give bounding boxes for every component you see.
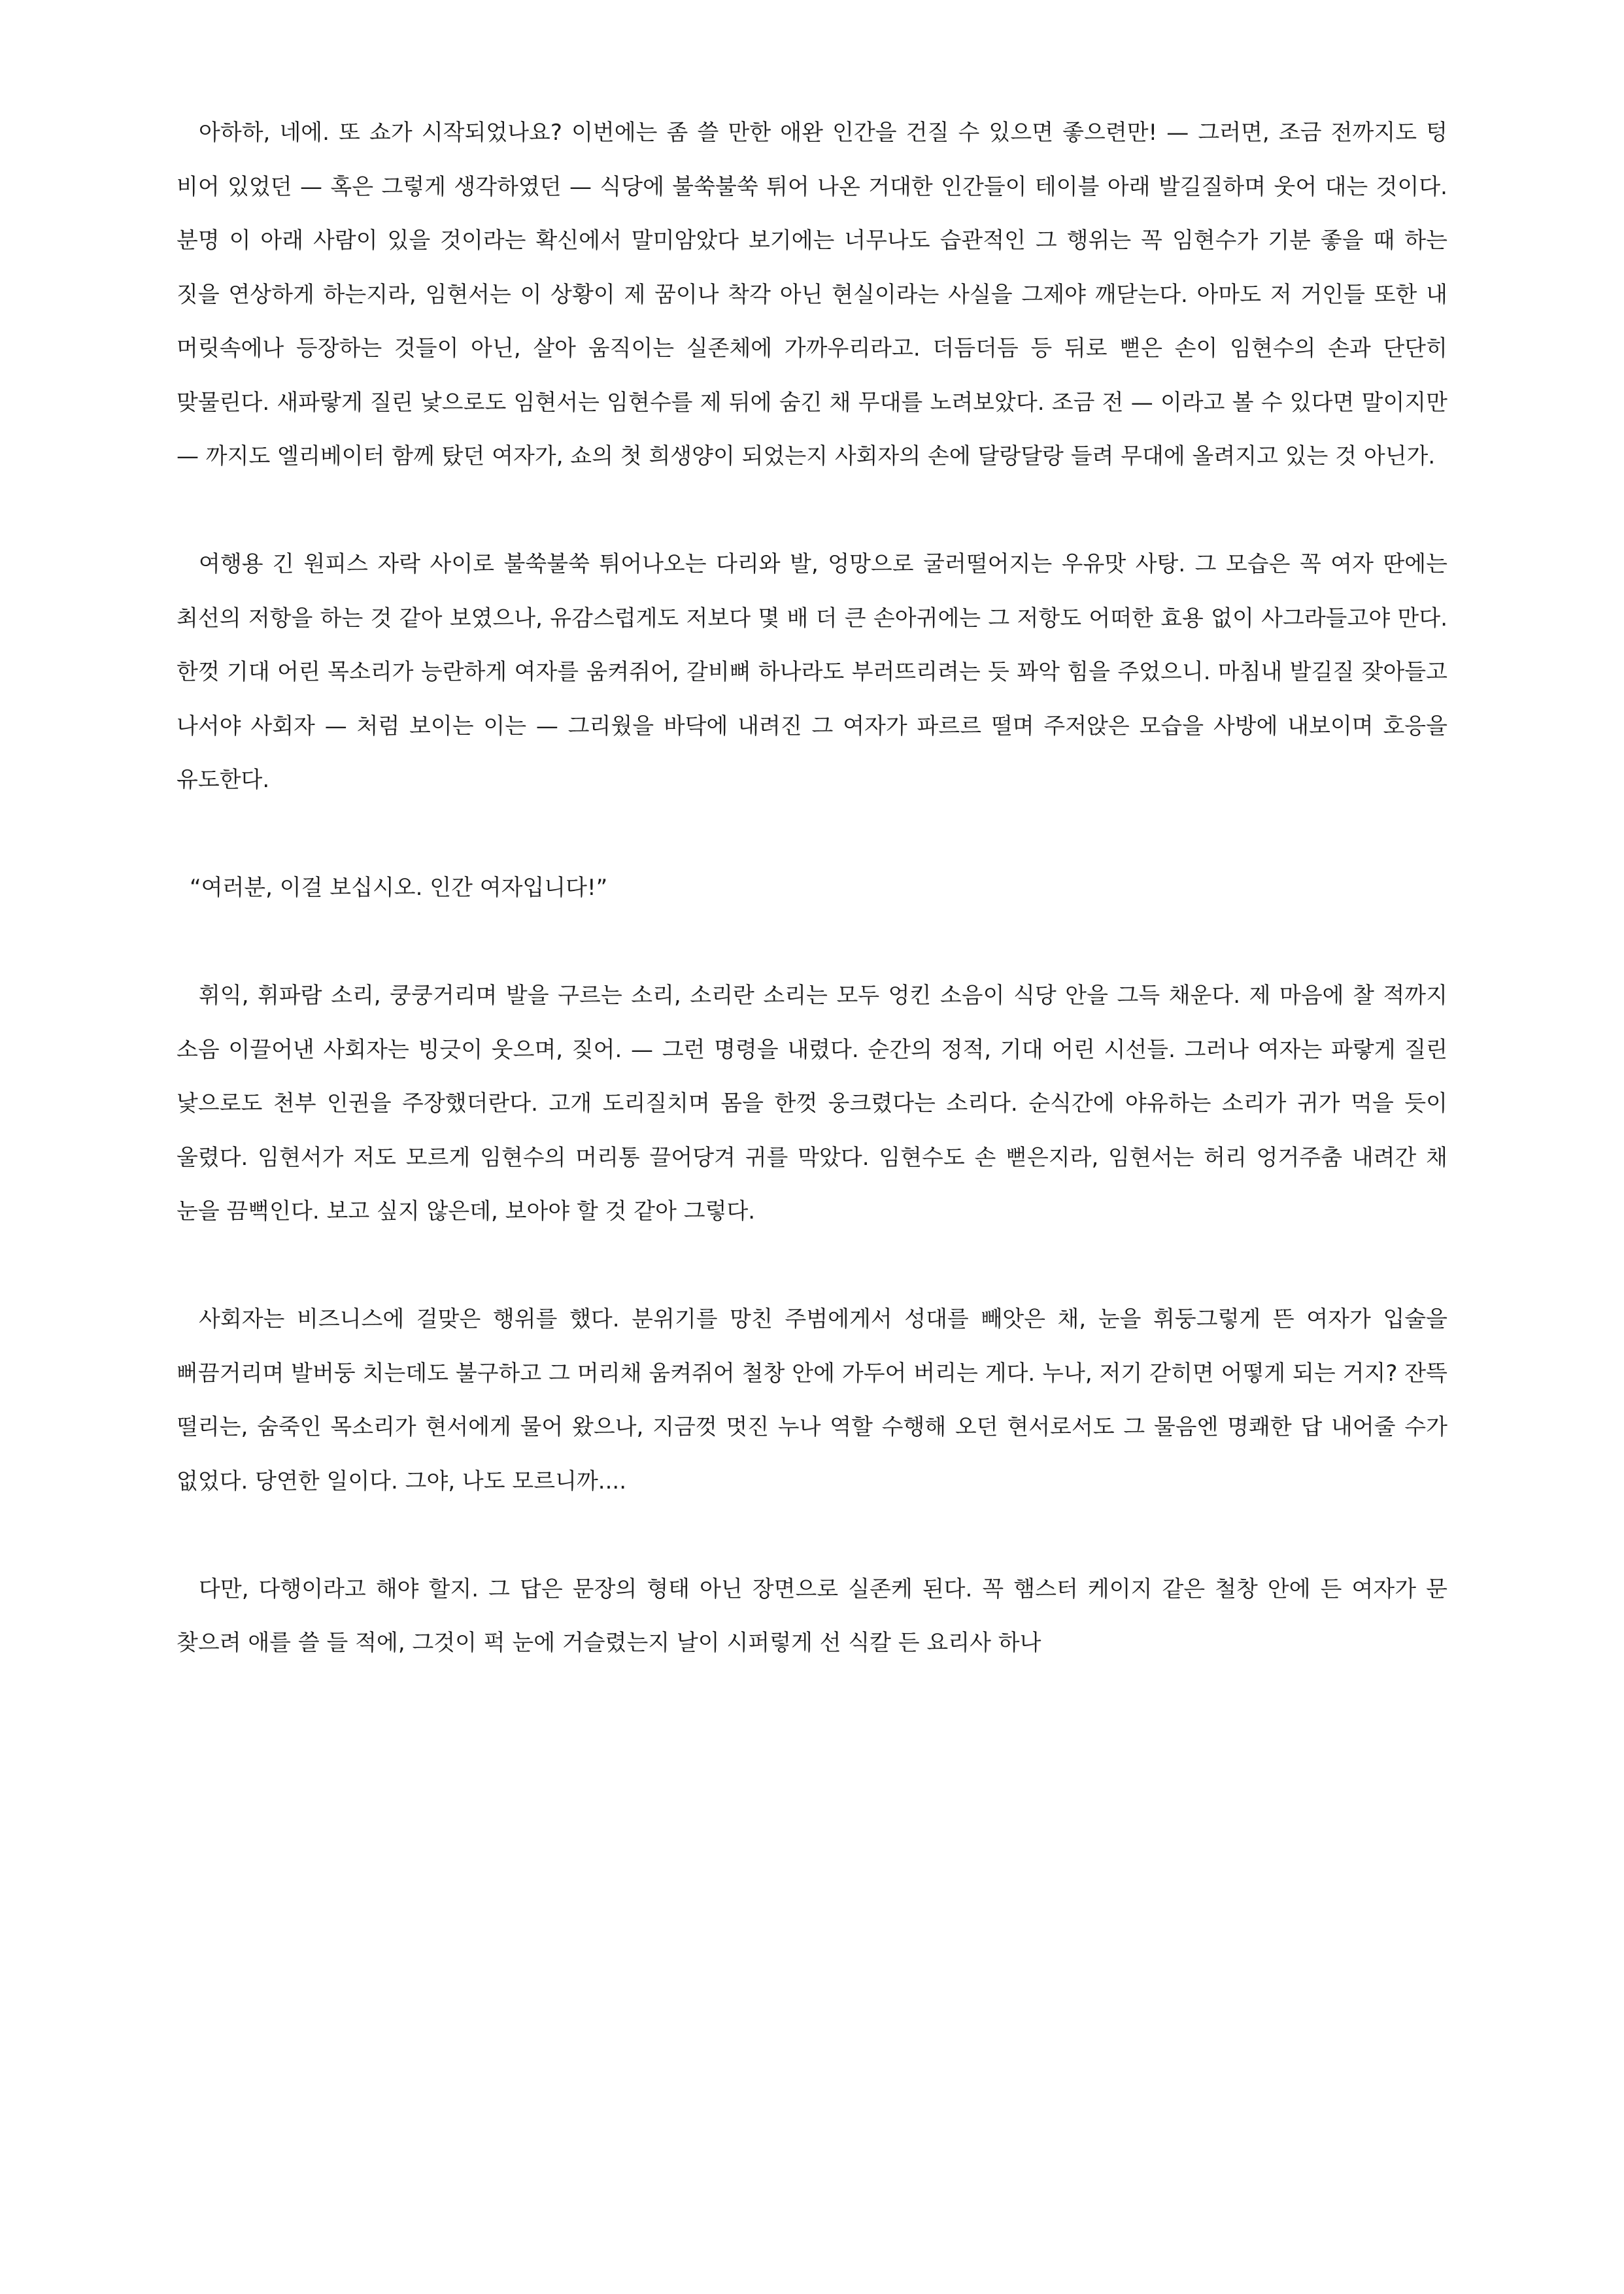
paragraph-5: 사회자는 비즈니스에 걸맞은 행위를 했다. 분위기를 망친 주범에게서 성대를 빼앗은 채, 눈을 휘둥그렇게 뜬 여자가 입술을 뻐끔거리며 발버둥 치는데도 불구하고 그 머리채 움켜쥐어 철창 안에 가두어 버리는 게다. 누나, 저기 갇히면 어떻게 되는 거지? 잔뜩 떨리는, 숨죽인 목소리가 현서에게 물어 왔으나, 지금껏 멋진 누나 역할 수행해 오던 현서로서도 그 물음엔 명쾌한 답 내어줄 수가 없었다. 당연한 일이다. 그야, 나도 모르니까.... xyxy=(177,1306,1447,1494)
paragraph-4: 휘익, 휘파람 소리, 쿵쿵거리며 발을 구르는 소리, 소리란 소리는 모두 엉킨 소음이 식당 안을 그득 채운다. 제 마음에 찰 적까지 소음 이끌어낸 사회자는 빙긋이 웃으며, 짖어. — 그런 명령을 내렸다. 순간의 정적, 기대 어린 시선들. 그러나 여자는 파랗게 질린 낯으로도 천부 인권을 주장했더란다. 고개 도리질치며 몸을 한껏 웅크렸다는 소리다. 순식간에 야유하는 소리가 귀가 먹을 듯이 울렸다. 임현서가 저도 모르게 임현수의 머리통 끌어당겨 귀를 막았다. 임현수도 손 뻗은지라, 임현서는 허리 엉거주춤 내려간 채 눈을 끔뻑인다. 보고 싶지 않은데, 보아야 할 것 같아 그렇다. xyxy=(177,983,1447,1224)
paragraph-2: 여행용 긴 원피스 자락 사이로 불쑥불쑥 튀어나오는 다리와 발, 엉망으로 굴러떨어지는 우유맛 사탕. 그 모습은 꼭 여자 딴에는 최선의 저항을 하는 것 같아 보였으나, 유감스럽게도 저보다 몇 배 더 큰 손아귀에는 그 저항도 어떠한 효용 없이 사그라들고야 만다. 한껏 기대 어린 목소리가 능란하게 여자를 움켜쥐어, 갈비뼈 하나라도 부러뜨리려는 듯 꽈악 힘을 주었으니. 마침내 발길질 잦아들고 나서야 사회자 — 처럼 보이는 이는 — 그리웠을 바닥에 내려진 그 여자가 파르르 떨며 주저앉은 모습을 사방에 내보이며 호응을 유도한다. xyxy=(177,551,1448,793)
paragraph-3-dialogue: “여러분, 이걸 보십시오. 인간 여자입니다!” xyxy=(190,875,608,901)
paragraph-1: 아하하, 네에. 또 쇼가 시작되었나요? 이번에는 좀 쓸 만한 애완 인간을 건질 수 있으면 좋으련만! — 그러면, 조금 전까지도 텅 비어 있었던 — 혹은 그렇게 생각하였던 — 식당에 불쑥불쑥 튀어 나온 거대한 인간들이 테이블 아래 발길질하며 웃어 대는 것이다. 분명 이 아래 사람이 있을 것이라는 확신에서 말미암았다 보기에는 너무나도 습관적인 그 행위는 꼭 임현수가 기분 좋을 때 하는 짓을 연상하게 하는지라, 임현서는 이 상황이 제 꿈이나 착각 아닌 현실이라는 사실을 그제야 깨닫는다. 아마도 저 거인들 또한 내 머릿속에나 등장하는 것들이 아닌, 살아 움직이는 실존체에 가까우리라고. 더듬더듬 등 뒤로 뻗은 손이 임현수의 손과 단단히 맞물린다. 새파랗게 질린 낯으로도 임현서는 임현수를 제 뒤에 숨긴 채 무대를 노려보았다. 조금 전 — 이라고 볼 수 있다면 말이지만 — 까지도 엘리베이터 함께 탔던 여자가, 쇼의 첫 희생양이 되었는지 사회자의 손에 달랑달랑 들려 무대에 올려지고 있는 것 아닌가. xyxy=(177,120,1447,469)
body-text xyxy=(177,106,1447,1724)
paragraph-6: 다만, 다행이라고 해야 할지. 그 답은 문장의 형태 아닌 장면으로 실존케 된다. 꼭 햄스터 케이지 같은 철창 안에 든 여자가 문 찾으려 애를 쓸 들 적에, 그것이 퍽 눈에 거슬렸는지 날이 시퍼렇게 선 식칼 든 요리사 하나 xyxy=(177,1576,1447,1656)
